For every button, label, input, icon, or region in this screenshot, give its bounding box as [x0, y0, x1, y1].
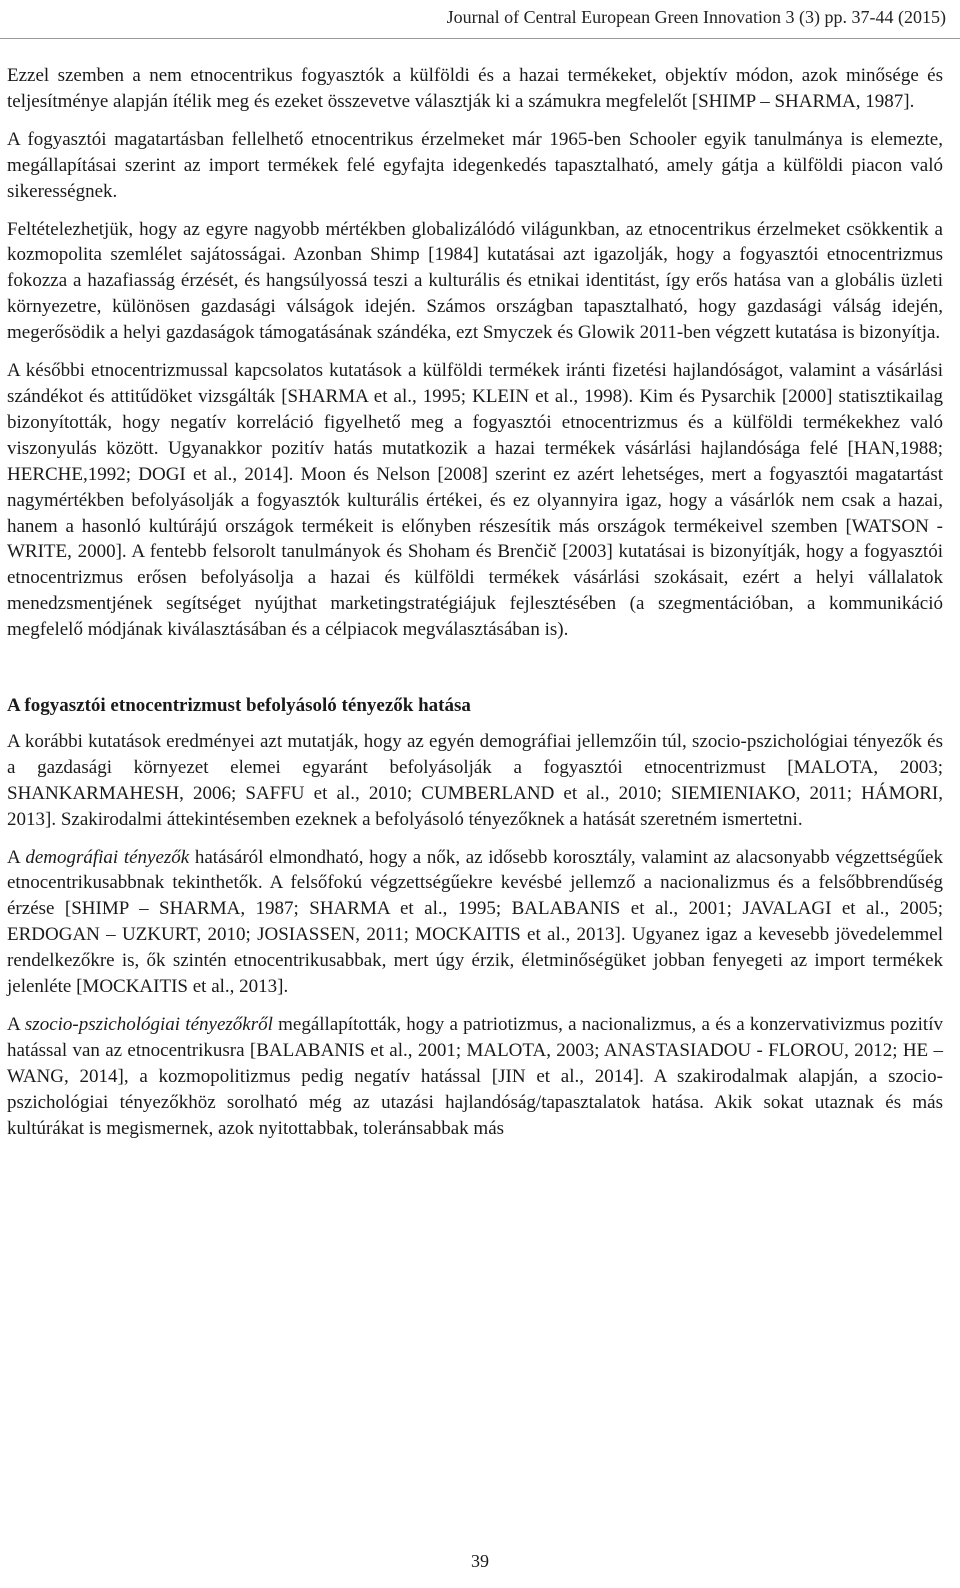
- paragraph-3: Feltételezhetjük, hogy az egyre nagyobb mértékben globalizálódó világunkban, az etnocentrikus érzelmeket csökkentik a kozmopolita szemlélet sajátosságai. Azonban Shimp [1984] kutatásai azt igazolják, hogy a fogyasztói etnocentrizmus fokozza a hazafiasság érzését, és hangsúlyossá teszi a kulturális és etnikai identitást, így erős hatása van a globális üzleti környezetre, különösen gazdasági válságok idején. Számos országban tapasztalható, hogy gazdasági válság idején, megerősödik a helyi gazdaságok támogatásának szándéka, ezt Smyczek és Glowik 2011-ben végzett kutatása is bizonyítja.: [7, 218, 943, 344]
- paragraph-lead: A: [7, 846, 26, 868]
- header-rule: [0, 38, 960, 39]
- paragraph-rest: hatásáról elmondható, hogy a nők, az idősebb korosztály, valamint az alacsonyabb végzettségűek etnocentrikusabbnak tekinthetők. A felsőfokú végzettségűekre kevésbé jellemző a nacionalizmus és a felsőbbrendűség érzése [SHIMP – SHARMA, 1987; SHARMA et al., 1995; BALABANIS et al., 2001; JAVALAGI et al., 2005; ERDOGAN – UZKURT, 2010; JOSIASSEN, 2011; MOCKAITIS et al., 2013]. Ugyanez igaz a kevesebb jövedelemmel rendelkezőkre is, ők szintén etnocentrikusabbak, mert úgy érzik, életminőségüket jobban fenyegeti az import termékek jelenléte [MOCKAITIS et al., 2013].: [7, 846, 943, 998]
- section-heading: A fogyasztói etnocentrizmust befolyásoló tényezők hatása: [7, 695, 471, 717]
- article-body: [7, 63, 943, 1154]
- paragraph-rest: megállapították, hogy a patriotizmus, a nacionalizmus, a és a konzervativizmus pozitív hatással van az etnocentrikusra [BALABANIS et al., 2001; MALOTA, 2003; ANASTASIADOU - FLOROU, 2012; HE – WANG, 2014], a kozmopolitizmus pedig negatív hatással [JIN et al., 2014]. A szakirodalmak alapján, a szocio-pszichológiai tényezőkhöz sorolható még az utazási hajlandóság/tapasztalatok hatása. Akik sokat utaznak és más kultúrákat is megismernek, azok nyitottabbak, toleránsabbak más: [7, 1014, 943, 1139]
- paragraph-lead: A: [7, 1014, 25, 1035]
- section-paragraph-3: [7, 1012, 943, 1142]
- emphasis-demographic-factors: demográfiai tényezők: [25, 846, 190, 868]
- paragraph-4: A későbbi etnocentrizmussal kapcsolatos kutatások a külföldi termékek iránti fizetési hajlandóságot, valamint a vásárlási szándékot és attitűdöket vizsgálták [SHARMA et al., 1995; KLEIN et al., 1998). Kim és Pysarchik [2000] statisztikailag bizonyították, hogy negatív korreláció figyelhető meg a fogyasztói etnocentrizmus és a külföldi termékekhez való viszonyulás között. Ugyanakkor pozitív hatás mutatkozik a hazai termékek vásárlási hajlandósága felé [HAN,1988; HERCHE,1992; DOGI et al., 2014]. Moon és Nelson [2008] szerint ez azért lehetséges, mert a fogyasztói magatartást nagymértékben befolyásolják a fogyasztók kulturális értékei, és ez olyannyira igaz, hogy a vásárlók nem csak a hazai, hanem a hasonló kultúrájú országok termékeit is előnyben részesítik más országok termékeivel szemben [WATSON - WRITE, 2000]. A fentebb felsorolt tanulmányok és Shoham és Brenčič [2003] kutatásai is bizonyítják, hogy a fogyasztói etnocentrizmus erősen befolyásolja a hazai és külföldi termékek vásárlási szokásait, ezért a helyi vállalatok menedzsmentjének segítséget nyújthat marketingstratégiájuk fejlesztésében (a szegmentációban, a kommunikáció megfelelő módjának kiválasztásában és a célpiacok megválasztásában is).: [7, 360, 943, 641]
- section-paragraph-1: A korábbi kutatások eredményei azt mutatják, hogy az egyén demográfiai jellemzőin túl, szocio-pszichológiai tényezők és a gazdasági környezet elemei egyaránt befolyásolják a fogyasztói etnocentrizmust [MALOTA, 2003; SHANKARMAHESH, 2006; SAFFU et al., 2010; CUMBERLAND et al., 2010; SIEMIENIAKO, 2011; HÁMORI, 2013]. Szakirodalmi áttekintésemben ezeknek a befolyásoló tényezőknek a hatását szeretném ismertetni.: [7, 730, 943, 830]
- section-paragraph-2: [7, 845, 943, 1000]
- paragraph-1: Ezzel szemben a nem etnocentrikus fogyasztók a külföldi és a hazai termékeket, objektív módon, azok minősége és teljesítménye alapján ítélik meg és ezeket összevetve választják ki a számukra megfelelőt [SHIMP – SHARMA, 1987].: [7, 65, 943, 112]
- paragraph-2: A fogyasztói magatartásban fellelhető etnocentrikus érzelmeket már 1965-ben Schooler egyik tanulmánya is elemezte, megállapításai szerint az import termékek felé egyfajta idegenkedés tapasztalható, amely gátja a külföldi piacon való sikerességnek.: [7, 128, 943, 202]
- running-header: Journal of Central European Green Innovation 3 (3) pp. 37-44 (2015): [446, 7, 946, 27]
- emphasis-socio-psychological-factors: szocio-pszichológiai tényezőkről: [24, 1014, 273, 1035]
- page-number: 39: [471, 1551, 489, 1571]
